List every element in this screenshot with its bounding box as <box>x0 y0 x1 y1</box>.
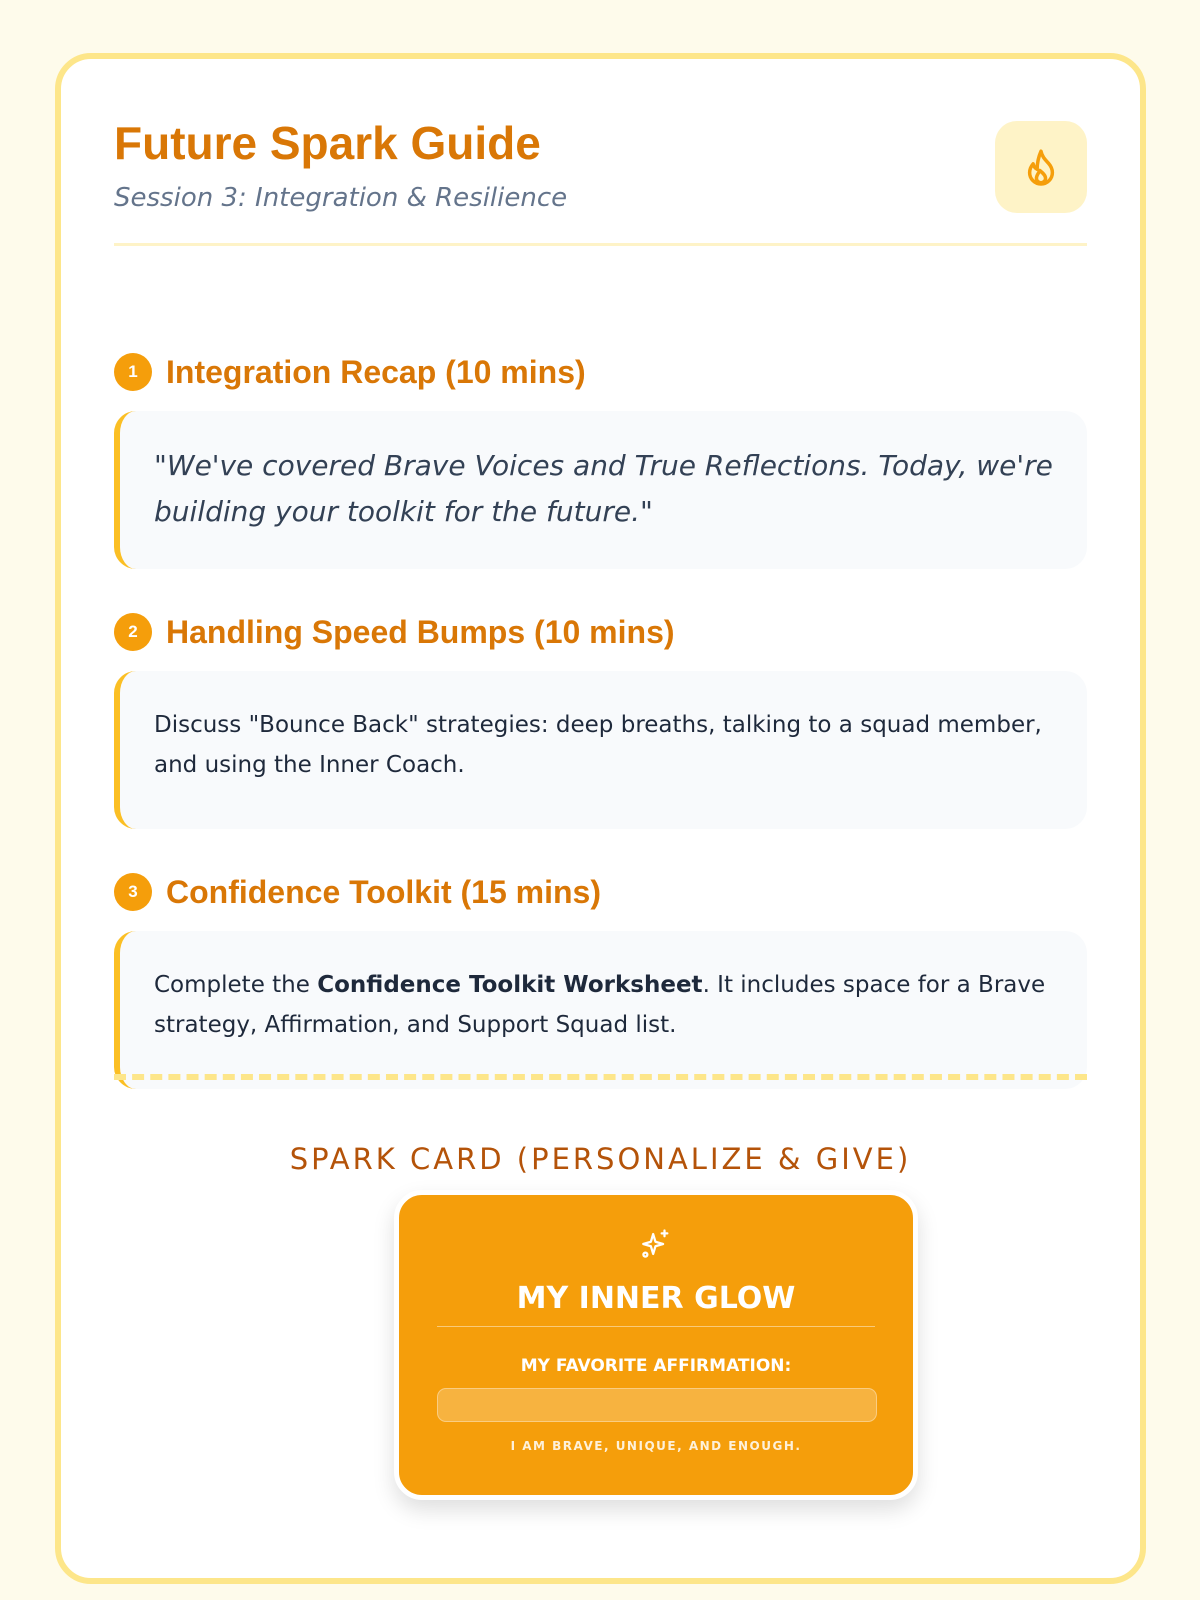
spark-card-label: SPARK CARD (PERSONALIZE & GIVE) <box>289 1142 912 1176</box>
page-title: Future Spark Guide <box>114 117 541 169</box>
sparkle-wrap <box>399 1227 913 1261</box>
step-number-badge: 1 <box>114 353 152 391</box>
section-3-header <box>114 872 601 912</box>
recap-quote: "We've covered Brave Voices and True Reflections. Today, we're building your toolkit for the future." <box>154 449 1053 528</box>
step-number-badge: 3 <box>114 873 152 911</box>
toolkit-worksheet-name: Confidence Toolkit Worksheet <box>317 972 703 998</box>
section-2-box <box>114 671 1087 829</box>
sparkles-icon <box>639 1227 673 1261</box>
affirmation-footer: I AM BRAVE, UNIQUE, AND ENOUGH. <box>510 1439 802 1453</box>
affirmation-label: MY FAVORITE AFFIRMATION: <box>520 1356 792 1376</box>
spark-card-rule <box>437 1326 875 1327</box>
section-2-header <box>114 612 675 652</box>
affirmation-input[interactable] <box>437 1388 877 1422</box>
spark-card <box>394 1190 918 1500</box>
section-title: Integration Recap (10 mins) <box>166 353 586 390</box>
speed-bumps-text: Discuss "Bounce Back" strategies: deep breaths, talking to a squad member, and using the Inner Coach. <box>154 712 1042 778</box>
section-title: Handling Speed Bumps (10 mins) <box>166 613 675 650</box>
section-1-box <box>114 411 1087 569</box>
toolkit-text-start: Complete the <box>154 972 318 998</box>
page-subtitle: Session 3: Integration & Resilience <box>114 183 568 213</box>
header-divider <box>114 243 1087 246</box>
flame-icon <box>1020 143 1062 191</box>
section-1-header <box>114 352 586 392</box>
flame-badge <box>995 121 1087 213</box>
section-title: Confidence Toolkit (15 mins) <box>166 873 601 910</box>
step-number-badge: 2 <box>114 613 152 651</box>
guide-card <box>55 53 1146 1584</box>
spark-card-title: MY INNER GLOW <box>516 1281 796 1316</box>
toolkit-text <box>154 965 1053 1045</box>
toolkit-text-end: . It includes space for a Brave strategy, Affirmation, and Support Squad list. <box>154 972 1046 1038</box>
section-3-box <box>114 931 1087 1089</box>
dashed-divider <box>114 1074 1087 1080</box>
